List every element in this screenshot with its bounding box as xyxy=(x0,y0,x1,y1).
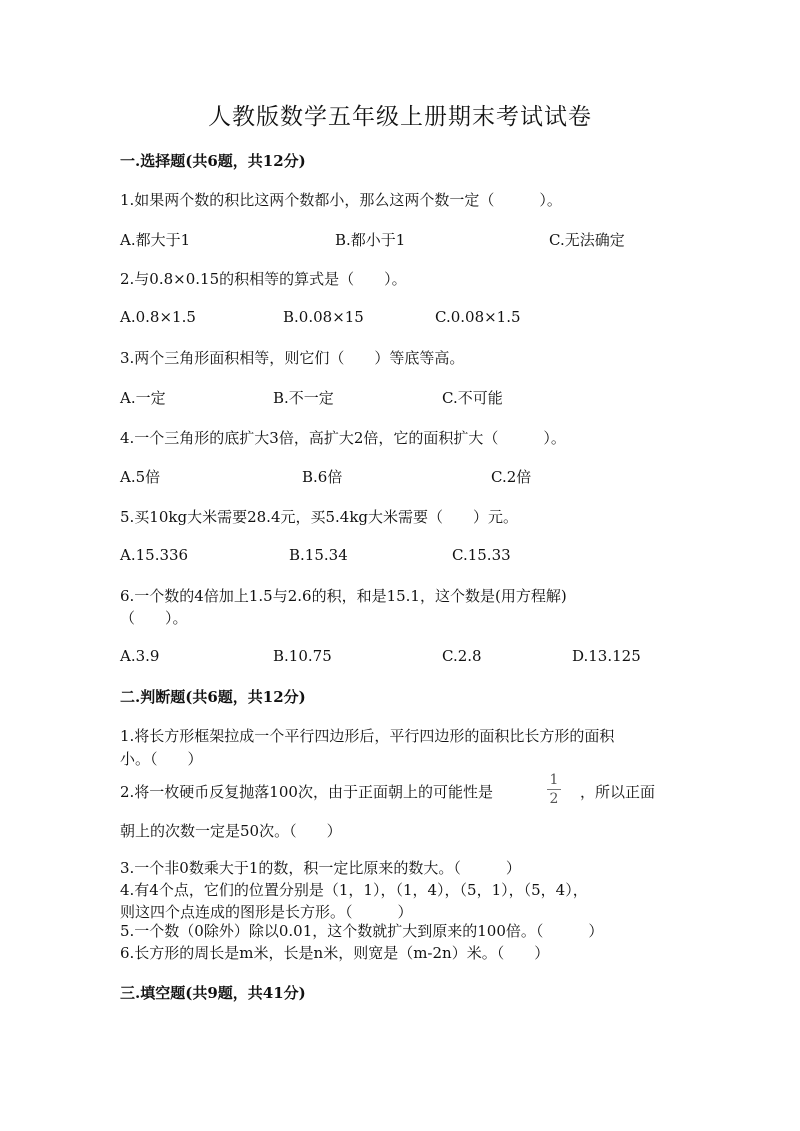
question-2-2-part1: 2.将一枚硬币反复抛落100次，由于正面朝上的可能性是 xyxy=(120,783,493,801)
fraction-bar xyxy=(547,789,561,790)
option-1-2-a: A.0.8×1.5 xyxy=(120,308,196,326)
question-2-1-line2: 小。（ ） xyxy=(120,750,203,768)
fraction-one-half xyxy=(547,772,561,807)
option-1-3-a: A.一定 xyxy=(120,389,166,407)
option-1-4-a: A.5倍 xyxy=(120,468,161,486)
question-1-4: 4.一个三角形的底扩大3倍，高扩大2倍，它的面积扩大（ ）。 xyxy=(120,429,566,447)
option-1-5-c: C.15.33 xyxy=(452,546,511,564)
option-1-1-b: B.都小于1 xyxy=(335,231,406,249)
section-heading-judge: 二.判断题(共6题，共12分) xyxy=(120,688,306,706)
page-title: 人教版数学五年级上册期末考试试卷 xyxy=(208,104,592,130)
option-1-6-c: C.2.8 xyxy=(442,647,482,665)
question-1-2: 2.与0.8×0.15的积相等的算式是（ ）。 xyxy=(120,270,407,288)
option-1-5-a: A.15.336 xyxy=(120,546,189,564)
option-1-6-b: B.10.75 xyxy=(273,647,332,665)
question-2-2-line2: 朝上的次数一定是50次。（ ） xyxy=(120,822,342,840)
question-1-6-line2: （ ）。 xyxy=(120,609,188,627)
option-1-4-c: C.2倍 xyxy=(491,468,532,486)
question-1-3: 3.两个三角形面积相等，则它们（ ）等底等高。 xyxy=(120,349,465,367)
option-1-6-a: A.3.9 xyxy=(120,647,160,665)
question-2-5: 5.一个数（0除外）除以0.01，这个数就扩大到原来的100倍。（ ） xyxy=(120,922,604,940)
option-1-1-c: C.无法确定 xyxy=(549,231,625,249)
question-1-1: 1.如果两个数的积比这两个数都小，那么这两个数一定（ ）。 xyxy=(120,191,562,209)
fraction-numerator: 1 xyxy=(549,772,559,788)
section-heading-fill: 三.填空题(共9题，共41分) xyxy=(120,984,306,1002)
option-1-4-b: B.6倍 xyxy=(302,468,343,486)
question-2-1-line1: 1.将长方形框架拉成一个平行四边形后，平行四边形的面积比长方形的面积 xyxy=(120,727,615,745)
question-1-6-line1: 6.一个数的4倍加上1.5与2.6的积，和是15.1，这个数是(用方程解) xyxy=(120,587,567,605)
section-heading-choice: 一.选择题(共6题，共12分) xyxy=(120,152,306,170)
option-1-3-c: C.不可能 xyxy=(442,389,503,407)
option-1-5-b: B.15.34 xyxy=(289,546,348,564)
option-1-6-d: D.13.125 xyxy=(572,647,641,665)
option-1-3-b: B.不一定 xyxy=(273,389,334,407)
fraction-denominator: 2 xyxy=(549,791,559,807)
question-2-3: 3.一个非0数乘大于1的数，积一定比原来的数大。（ ） xyxy=(120,859,521,877)
option-1-2-c: C.0.08×1.5 xyxy=(435,308,521,326)
question-1-5: 5.买10kg大米需要28.4元，买5.4kg大米需要（ ）元。 xyxy=(120,508,519,526)
option-1-2-b: B.0.08×15 xyxy=(283,308,364,326)
question-2-4-line1: 4.有4个点，它们的位置分别是（1，1），（1，4），（5，1），（5，4）， xyxy=(120,881,588,899)
question-2-2-part2: ，所以正面 xyxy=(580,783,656,801)
question-2-6: 6.长方形的周长是m米，长是n米，则宽是（m-2n）米。（ ） xyxy=(120,944,550,962)
question-2-4-line2: 则这四个点连成的图形是长方形。（ ） xyxy=(120,903,413,921)
option-1-1-a: A.都大于1 xyxy=(120,231,191,249)
